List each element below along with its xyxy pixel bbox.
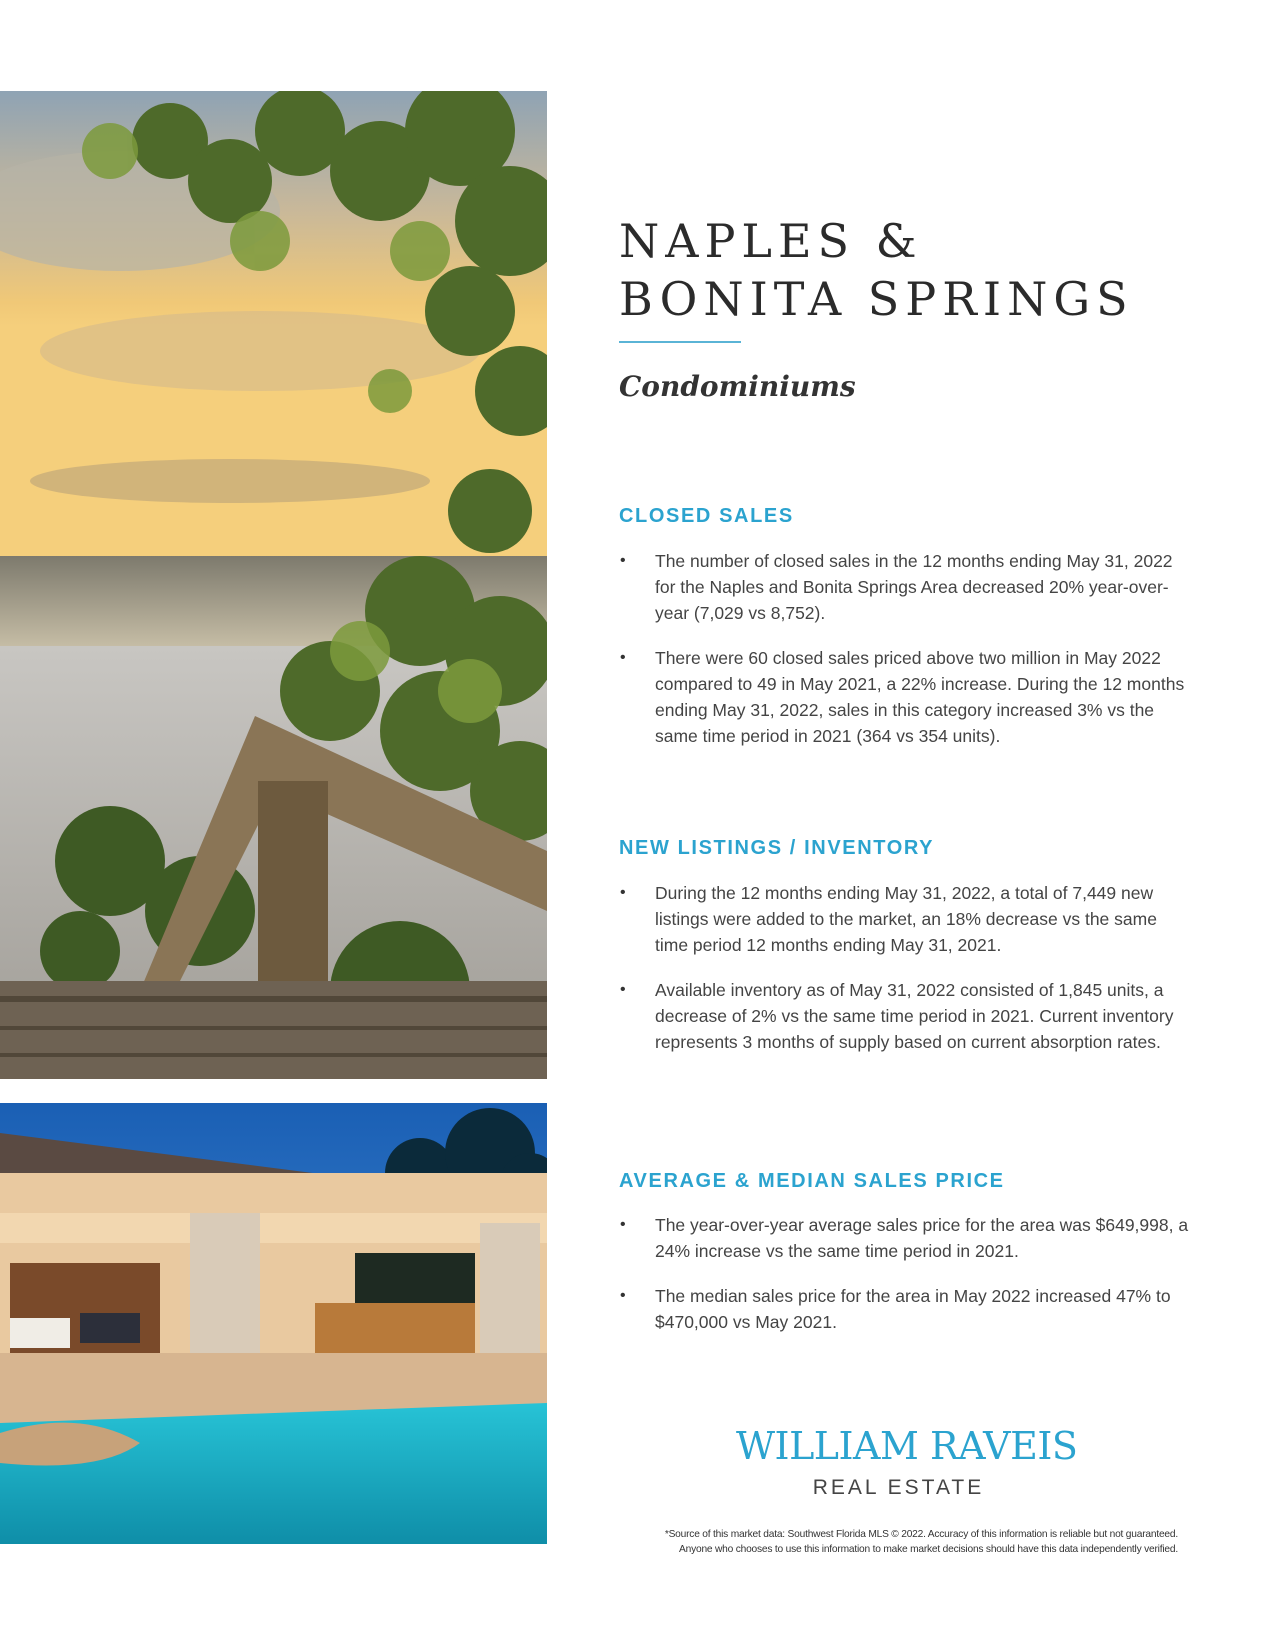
- footnote-line-1: *Source of this market data: Southwest Florida MLS © 2022. Accuracy of this information is reliable but not guaranteed.: [664, 1529, 1178, 1540]
- footnote-line-2: Anyone who chooses to use this information to make market decisions should have this data independently verified.: [679, 1544, 1178, 1555]
- title-divider: [619, 341, 741, 343]
- list-item: • During the 12 months ending May 31, 2022, a total of 7,449 new listings were added to the market, an 18% decrease vs the same time period 12 months ending May 31, 2021.: [619, 880, 1189, 958]
- list-item: • Available inventory as of May 31, 2022 consisted of 1,845 units, a decrease of 2% vs the same time period in 2021. Current inventory represents 3 months of supply based on current absorption rates.: [619, 977, 1189, 1055]
- list-item: • The number of closed sales in the 12 months ending May 31, 2022 for the Naples and Bonita Springs Area decreased 20% year-over-year (7,029 vs 8,752).: [619, 548, 1189, 626]
- new-listings-list: [619, 880, 1189, 1074]
- sales-price-list: [619, 1212, 1189, 1354]
- page-title: [619, 212, 1219, 328]
- title-line-2: BONITA SPRINGS: [619, 272, 1134, 326]
- source-footnote: [560, 1527, 1178, 1557]
- page-subtitle: Condominiums: [619, 370, 856, 403]
- list-item: • The year-over-year average sales price for the area was $649,998, a 24% increase vs the same time period in 2021.: [619, 1212, 1189, 1264]
- brand-logo: WILLIAM RAVEIS: [736, 1424, 1078, 1468]
- list-item: • There were 60 closed sales priced above two million in May 2022 compared to 49 in May 2021, a 22% increase. During the 12 months ending May 31, 2022, sales in this category increased 3% vs the same time period in 2021 (364 vs 354 units).: [619, 645, 1189, 749]
- beach-sunset-photo: [0, 91, 547, 1079]
- title-line-1: NAPLES &: [619, 214, 923, 268]
- pool-house-photo: [0, 1103, 547, 1544]
- sales-price-heading: AVERAGE & MEDIAN SALES PRICE: [619, 1170, 1005, 1192]
- closed-sales-heading: CLOSED SALES: [619, 505, 794, 527]
- list-item: • The median sales price for the area in May 2022 increased 47% to $470,000 vs May 2021.: [619, 1283, 1189, 1335]
- closed-sales-list: [619, 548, 1189, 768]
- new-listings-heading: NEW LISTINGS / INVENTORY: [619, 837, 935, 859]
- brand-tagline: REAL ESTATE: [812, 1476, 985, 1499]
